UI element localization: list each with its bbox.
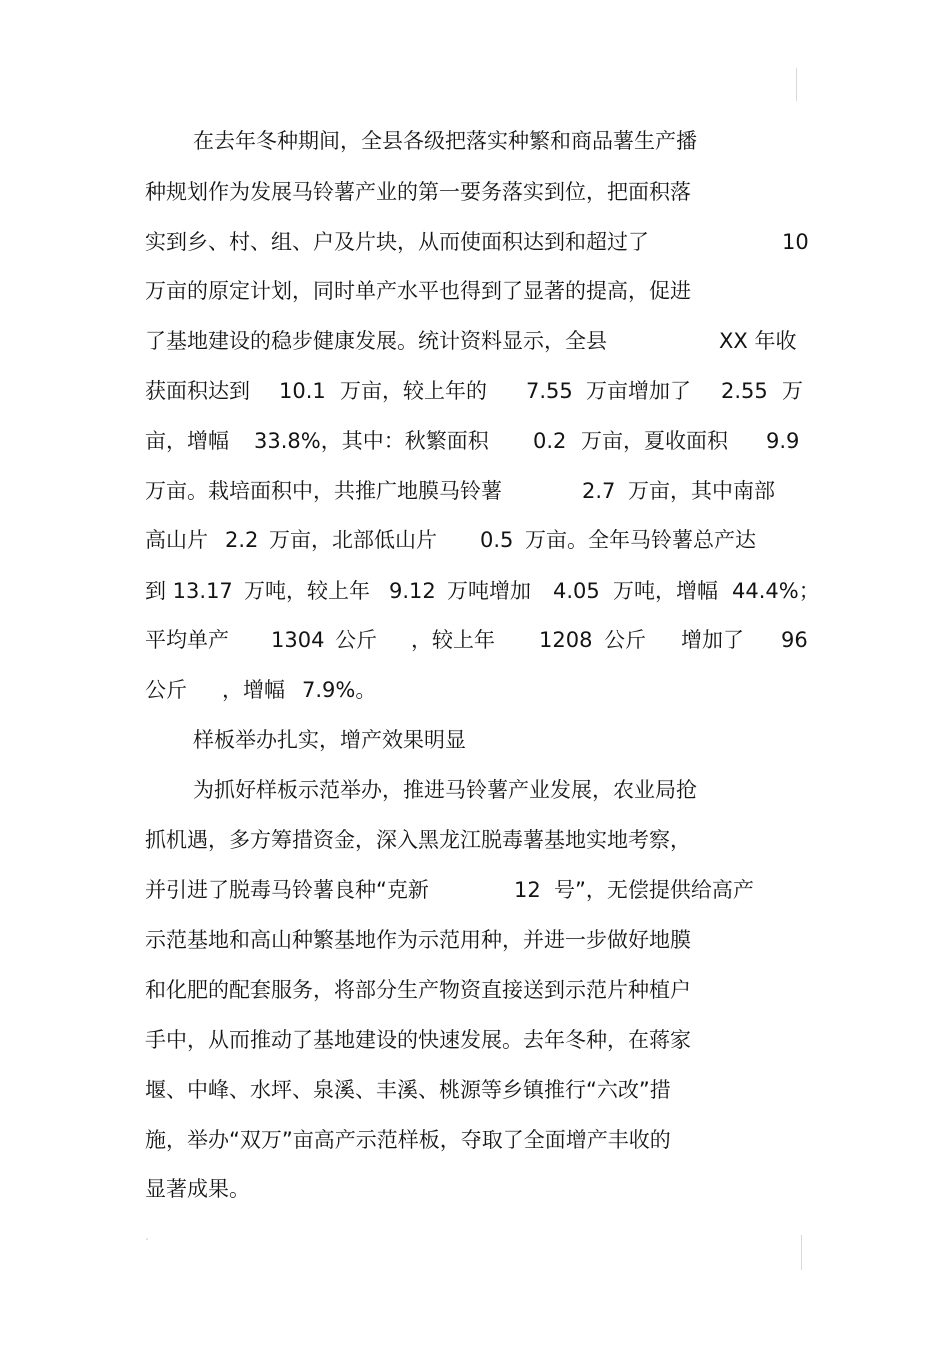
text-segment: 2.7 [582,479,616,503]
text-segment: 4.05 [553,579,600,603]
text-segment: 公斤 [145,678,187,702]
text-segment: 号”，无偿提供给高产 [554,878,754,902]
text-segment: 7.9%。 [302,678,377,702]
text-segment: 公斤 [335,628,377,652]
bottom-margin-mark [801,1235,802,1270]
text-segment: 10.1 [279,379,326,403]
text-segment: 2.55 [721,379,768,403]
text-segment: 万 [782,379,803,403]
text-segment: XX 年收 [719,329,797,353]
text-segment: 9.9 [766,429,800,453]
text-segment: 和化肥的配套服务，将部分生产物资直接送到示范片种植户 [145,978,691,1002]
text-segment: 44.4%； [732,579,820,603]
text-segment: 9.12 [389,579,436,603]
text-segment: 0.5 [480,528,514,552]
text-segment: 万亩，北部低山片 [269,528,437,552]
text-segment: 在去年冬种期间，全县各级把落实种繁和商品薯生产播 [193,129,697,153]
heading-text: 样板举办扎实，增产效果明显 [193,728,466,752]
text-segment: 万吨，增幅 [613,579,718,603]
text-segment: 7.55 [526,379,573,403]
text-segment: 万亩的原定计划，同时单产水平也得到了显著的提高，促进 [145,279,691,303]
text-segment: 亩，增幅 [145,429,229,453]
text-segment: ，增幅 [222,678,285,702]
text-segment: 为抓好样板示范举办，推进马铃薯产业发展，农业局抢 [193,778,697,802]
text-segment: 显著成果。 [145,1177,250,1201]
text-segment: 万亩。全年马铃薯总产达 [525,528,756,552]
text-segment: 万亩。栽培面积中，共推广地膜马铃薯 [145,479,502,503]
scan-speck [146,1238,148,1240]
text-segment: 高山片 [145,528,208,552]
text-segment: 1304 [271,628,325,652]
text-segment: 手中，从而推动了基地建设的快速发展。去年冬种，在蒋家 [145,1028,691,1052]
text-segment: 抓机遇，多方筹措资金，深入黑龙江脱毒薯基地实地考察， [145,828,691,852]
text-segment: 10 [782,230,809,254]
text-segment: 到 13.17 [145,579,233,603]
text-segment: 万吨增加 [447,579,531,603]
text-segment: 获面积达到 [145,379,250,403]
top-margin-mark [796,68,797,101]
text-segment: 2.2 [225,528,259,552]
text-segment: 万亩增加了 [586,379,691,403]
text-segment: 1208 [539,628,593,652]
text-segment: 公斤 [604,628,646,652]
text-segment: 33.8%，其中：秋繁面积 [254,429,489,453]
text-segment: 12 [514,878,541,902]
text-segment: 并引进了脱毒马铃薯良种“克新 [145,878,429,902]
text-segment: 万亩，较上年的 [340,379,487,403]
text-segment: 施，举办“双万”亩高产示范样板，夺取了全面增产丰收的 [145,1128,671,1152]
text-segment: 示范基地和高山种繁基地作为示范用种，并进一步做好地膜 [145,928,691,952]
text-segment: 万亩，夏收面积 [581,429,728,453]
text-segment: 堰、中峰、水坪、泉溪、丰溪、桃源等乡镇推行“六改”措 [145,1078,671,1102]
text-segment: 增加了 [681,628,744,652]
text-segment: 万吨，较上年 [244,579,370,603]
text-segment: 了基地建设的稳步健康发展。统计资料显示，全县 [145,329,607,353]
text-segment: 96 [781,628,808,652]
text-segment: 实到乡、村、组、户及片块，从而使面积达到和超过了 [145,230,649,254]
text-segment: 万亩，其中南部 [628,479,775,503]
text-segment: 种规划作为发展马铃薯产业的第一要务落实到位，把面积落 [145,180,691,204]
text-segment: 0.2 [533,429,567,453]
text-segment: 平均单产 [145,628,229,652]
text-segment: ，较上年 [411,628,495,652]
